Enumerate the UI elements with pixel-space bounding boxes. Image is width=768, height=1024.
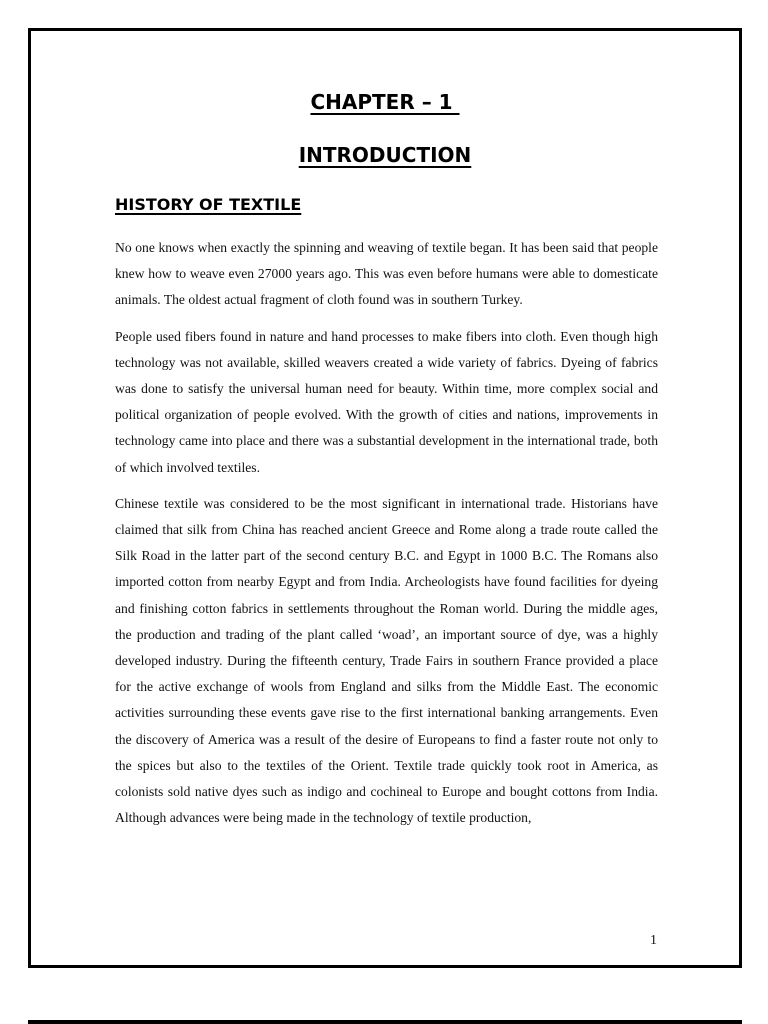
document-page (28, 28, 742, 968)
paragraph: Chinese textile was considered to be the most significant in international trade. Historians have claimed that silk from China has reached ancient Greece and Rome along a trade route called the Silk Road in the latter part of the second century B.C. and Egypt in 1000 B.C. The Romans also imported cotton from nearby Egypt and from India. Archeologists have found facilities for dyeing and finishing cotton fabrics in settlements throughout the Roman world. During the middle ages, the production and trading of the plant called ‘woad’, an important source of dye, was a highly developed industry. During the fifteenth century, Trade Fairs in southern France provided a place for the active exchange of wools from England and silks from the Middle East. The economic activities surrounding these events gave rise to the first international banking arrangements. Even the discovery of America was a result of the desire of Europeans to find a faster route not only to the spices but also to the textiles of the Orient. Textile trade quickly took root in America, as colonists sold native dyes such as indigo and cochineal to Europe and bought cottons from India. Although advances were being made in the technology of textile production, (115, 495, 658, 826)
chapter-title: CHAPTER – 1 (310, 90, 460, 114)
body-text (115, 235, 658, 841)
page-number: 1 (650, 933, 657, 948)
section-heading: HISTORY OF TEXTILE (115, 195, 302, 214)
introduction-title: INTRODUCTION (298, 143, 472, 167)
paragraph: People used fibers found in nature and hand processes to make fibers into cloth. Even though high technology was not available, skilled weavers created a wide variety of fabrics. Dyeing of fabrics was done to satisfy the universal human need for beauty. Within time, more complex social and political organization of people evolved. With the growth of cities and nations, improvements in technology came into place and there was a substantial development in the international trade, both of which involved textiles. (115, 328, 658, 475)
paragraph: No one knows when exactly the spinning and weaving of textile began. It has been said that people knew how to weave even 27000 years ago. This was even before humans were able to domesticate animals. The oldest actual fragment of cloth found was in southern Turkey. (115, 240, 658, 308)
next-page-border (28, 1020, 742, 1024)
